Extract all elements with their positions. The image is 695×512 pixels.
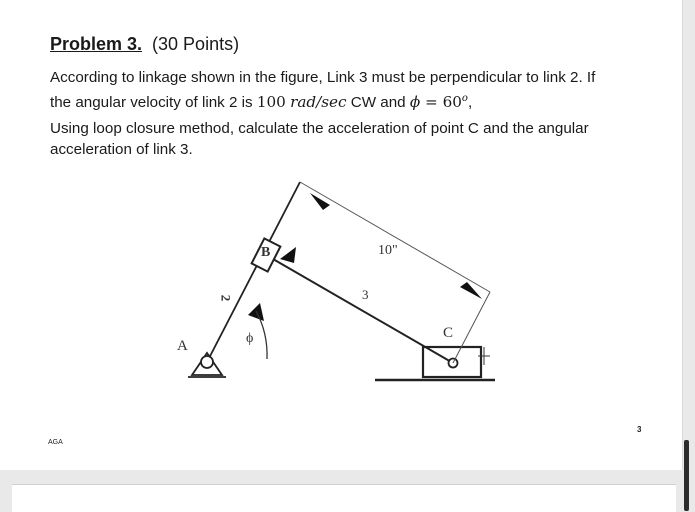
pin-a bbox=[201, 356, 213, 368]
label-link-2: 2 bbox=[218, 294, 234, 302]
next-page-edge bbox=[12, 484, 676, 512]
degree-superscript: o bbox=[461, 92, 468, 104]
link-2 bbox=[207, 182, 300, 362]
phi-symbol: ϕ bbox=[409, 92, 421, 111]
label-length: 10" bbox=[378, 243, 398, 258]
dimension-line bbox=[300, 182, 490, 292]
label-b: B bbox=[261, 245, 271, 260]
linkage-figure bbox=[160, 175, 520, 395]
label-link-3: 3 bbox=[362, 287, 369, 302]
problem-points: (30 Points) bbox=[152, 34, 240, 54]
omega-units: rad/sec bbox=[290, 92, 347, 111]
statement-line-2-text-b: CW and bbox=[346, 93, 410, 111]
scrollbar-thumb[interactable] bbox=[684, 440, 689, 511]
label-a: A bbox=[177, 338, 188, 354]
problem-label: Problem 3. bbox=[50, 34, 143, 54]
label-c: C bbox=[443, 325, 454, 341]
link-3 bbox=[273, 259, 453, 363]
dimension-arrow-start bbox=[310, 193, 330, 210]
footer-initials: AGA bbox=[48, 439, 63, 446]
label-phi: ϕ bbox=[246, 331, 254, 346]
statement-line-2 bbox=[50, 89, 660, 114]
problem-statement bbox=[50, 68, 660, 113]
omega-value: 100 bbox=[256, 92, 286, 111]
statement-line-1: According to linkage shown in the figure, Link 3 must be perpendicular to link 2. If bbox=[50, 69, 596, 86]
phi-equation: = 60 bbox=[420, 92, 462, 111]
statement-line-2-text-a: the angular velocity of link 2 is bbox=[50, 93, 257, 111]
arrow-b bbox=[280, 247, 296, 263]
linkage-diagram bbox=[160, 175, 520, 395]
task-statement: Using loop closure method, calculate the acceleration of point C and the angular acceleration of link 3. bbox=[50, 120, 589, 158]
problem-heading bbox=[50, 33, 239, 55]
statement-line-2-end: , bbox=[467, 93, 473, 111]
page-number: 3 bbox=[637, 425, 642, 434]
dimension-arrow-end bbox=[460, 282, 482, 299]
